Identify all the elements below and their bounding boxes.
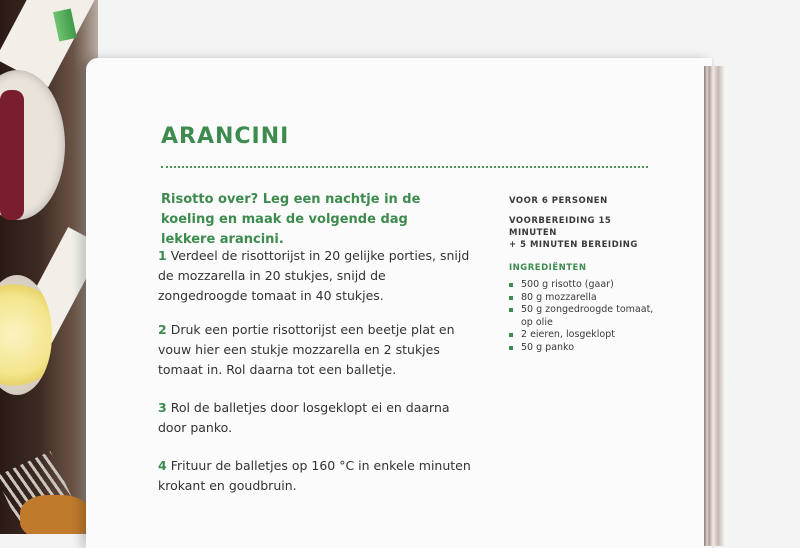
step-text: Rol de balletjes door losgeklopt ei en daarna door panko. xyxy=(158,400,450,435)
ingredient-item: 50 g zongedroogde tomaat, op olie xyxy=(509,304,659,329)
beet-slice xyxy=(0,90,24,220)
step-number: 2 xyxy=(158,322,167,337)
title-divider xyxy=(161,166,648,168)
step-text: Frituur de balletjes op 160 °C in enkele minuten krokant en goudbruin. xyxy=(158,458,471,493)
recipe-step xyxy=(158,456,478,496)
facing-photo-page xyxy=(0,0,98,534)
step-number: 4 xyxy=(158,458,167,473)
step-text: Verdeel de risottorijst in 20 gelijke porties, snijd de mozzarella in 20 stukjes, snijd de zongedroogde tomaat in 40 stukjes. xyxy=(158,248,470,303)
ingredient-item: 500 g risotto (gaar) xyxy=(509,279,659,292)
step-text: Druk een portie risottorijst een beetje plat en vouw hier een stukje mozzarella en 2 stukjes tomaat in. Rol daarna tot een balletje. xyxy=(158,322,455,377)
recipe-step xyxy=(158,320,478,380)
recipe-step xyxy=(158,246,478,306)
servings: VOOR 6 PERSONEN xyxy=(509,196,608,206)
prep-time: VOORBEREIDING 15 MINUTEN xyxy=(509,216,612,238)
recipe-info-sidebar xyxy=(509,195,659,354)
cook-time: + 5 MINUTEN BEREIDING xyxy=(509,240,638,250)
recipe-title: ARANCINI xyxy=(161,124,290,149)
ingredient-item: 50 g panko xyxy=(509,342,659,355)
ingredient-item: 80 g mozzarella xyxy=(509,292,659,305)
ingredient-item: 2 eieren, losgeklopt xyxy=(509,329,659,342)
page-edge xyxy=(704,66,730,546)
ingredients-list xyxy=(509,279,659,354)
ingredients-heading: INGREDIËNTEN xyxy=(509,263,587,273)
arancini-ball xyxy=(20,495,90,534)
step-number: 1 xyxy=(158,248,167,263)
step-number: 3 xyxy=(158,400,167,415)
recipe-step xyxy=(158,398,478,438)
recipe-intro: Risotto over? Leg een nachtje in de koeling en maak de volgende dag lekkere arancini. xyxy=(161,192,421,247)
